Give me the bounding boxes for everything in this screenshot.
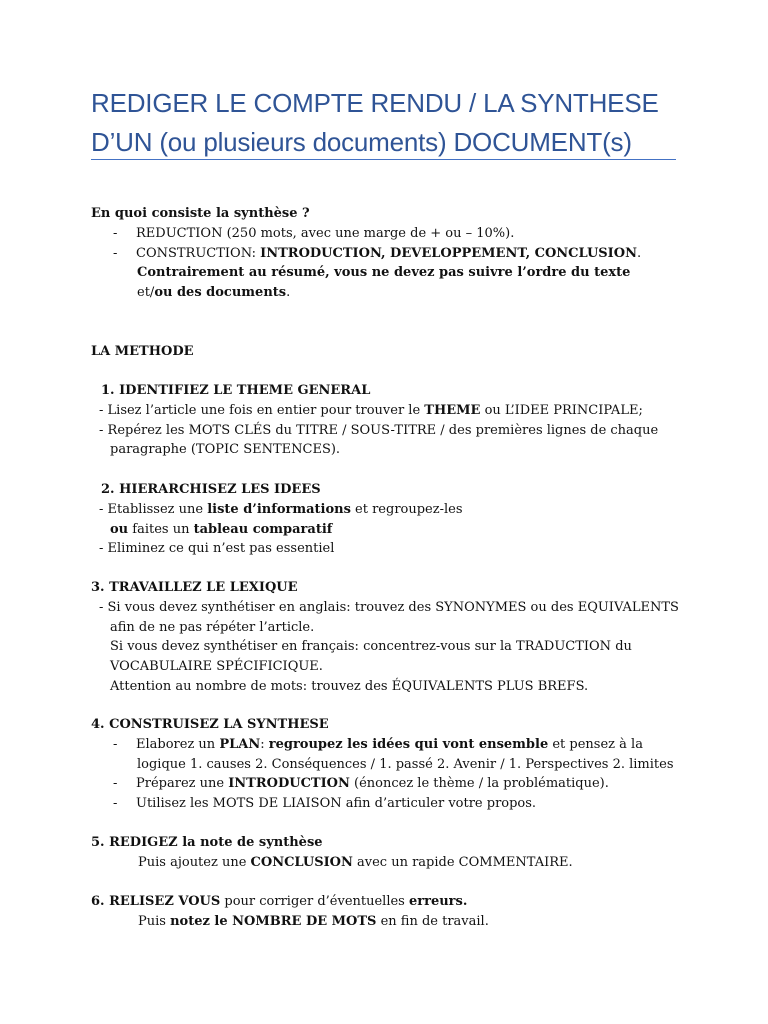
section-1-line-1: - Lisez l’article une fois en entier pour trouver le THEME ou L’IDEE PRINCIPALE; xyxy=(99,402,643,418)
intro-documents: et/ou des documents. xyxy=(137,285,291,301)
section-5 xyxy=(91,833,691,873)
intro-bullet-construction: - CONSTRUCTION: INTRODUCTION, DEVELOPPEMENT, CONCLUSION. xyxy=(113,245,642,261)
section-3-line-3: Si vous devez synthétiser en français: concentrez-vous sur la TRADUCTION du xyxy=(110,639,632,655)
section-4 xyxy=(91,715,691,814)
section-3-line-5: Attention au nombre de mots: trouvez des ÉQUIVALENTS PLUS BREFS. xyxy=(110,678,589,694)
section-1-line-2: - Repérez les MOTS CLÉS du TITRE / SOUS-TITRE / des premières lignes de chaque xyxy=(99,422,659,438)
section-1-heading: 1. IDENTIFIEZ LE THEME GENERAL xyxy=(101,383,371,398)
section-2-line-2: ou faites un tableau comparatif xyxy=(110,521,333,537)
section-1-line-3: paragraphe (TOPIC SENTENCES). xyxy=(110,442,341,458)
title-line-2: D’UN (ou plusieurs documents) DOCUMENT(s) xyxy=(91,127,632,157)
section-1 xyxy=(91,381,691,460)
section-6-line-1: Puis notez le NOMBRE DE MOTS en fin de travail. xyxy=(138,913,489,929)
section-4-logique: logique 1. causes 2. Conséquences / 1. passé 2. Avenir / 1. Perspectives 2. limites xyxy=(137,756,674,772)
section-2-line-1: - Etablissez une liste d’informations et regroupez-les xyxy=(99,501,463,517)
section-5-heading: 5. REDIGEZ la note de synthèse xyxy=(91,835,323,850)
methode-heading: LA METHODE xyxy=(91,344,194,359)
section-2 xyxy=(91,480,691,559)
section-3 xyxy=(91,578,691,697)
intro-bullet-reduction: - REDUCTION (250 mots, avec une marge de + ou – 10%). xyxy=(113,225,515,241)
section-3-line-2: afin de ne pas répéter l’article. xyxy=(110,619,315,635)
section-6-heading: 6. RELISEZ VOUS pour corriger d’éventuelles erreurs. xyxy=(91,894,468,909)
section-6 xyxy=(91,892,691,932)
title-line-1: REDIGER LE COMPTE RENDU / LA SYNTHESE xyxy=(91,88,659,118)
section-4-bullet-liaison: - Utilisez les MOTS DE LIAISON afin d’articuler votre propos. xyxy=(113,796,537,812)
section-4-bullet-plan: - Elaborez un PLAN: regroupez les idées qui vont ensemble et pensez à la xyxy=(113,736,643,752)
title-underline xyxy=(91,159,676,160)
section-2-heading: 2. HIERARCHISEZ LES IDEES xyxy=(101,482,321,497)
section-5-line-1: Puis ajoutez une CONCLUSION avec un rapide COMMENTAIRE. xyxy=(138,854,573,870)
intro-contrary: Contrairement au résumé, vous ne devez pas suivre l’ordre du texte xyxy=(137,265,631,281)
page-title xyxy=(91,84,681,162)
section-3-heading: 3. TRAVAILLEZ LE LEXIQUE xyxy=(91,580,298,595)
section-3-line-4: VOCABULAIRE SPÉCIFICIQUE. xyxy=(110,659,323,675)
section-3-line-1: - Si vous devez synthétiser en anglais: trouvez des SYNONYMES ou des EQUIVALENTS xyxy=(99,599,679,615)
intro-section xyxy=(91,204,691,303)
section-4-heading: 4. CONSTRUISEZ LA SYNTHESE xyxy=(91,717,329,732)
intro-question: En quoi consiste la synthèse ? xyxy=(91,206,310,221)
section-2-line-3: - Eliminez ce qui n’est pas essentiel xyxy=(99,541,335,557)
section-4-bullet-introduction: - Préparez une INTRODUCTION (énoncez le thème / la problématique). xyxy=(113,776,609,792)
